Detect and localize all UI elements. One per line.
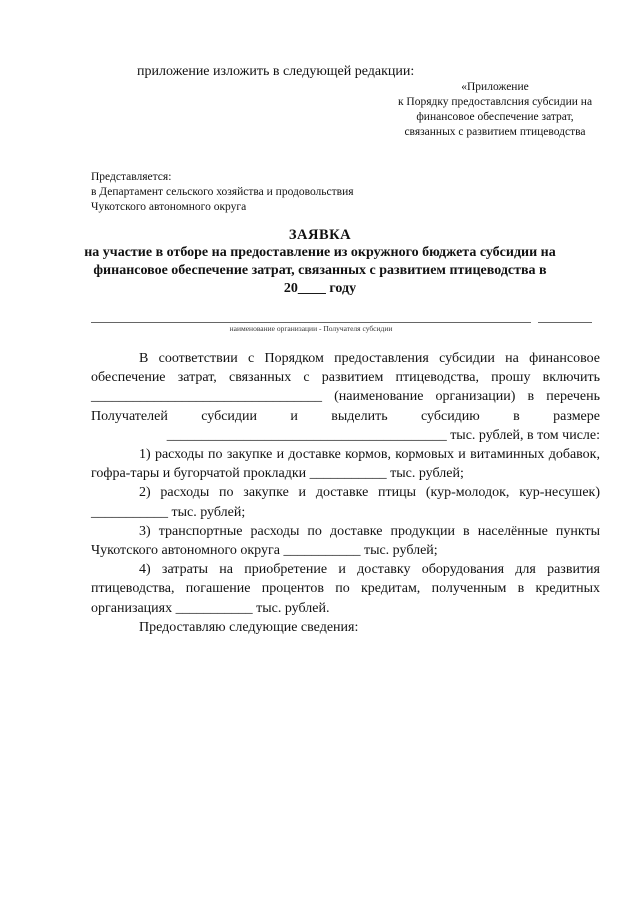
appendix-header bbox=[360, 80, 630, 140]
body-paragraph: ________________________________________ тыс. рублей, в том числе: bbox=[166, 427, 600, 443]
title-year: 20____ году bbox=[283, 281, 357, 296]
submitted-to-line: Представляется: bbox=[91, 171, 172, 183]
body-paragraph: 1) расходы по закупке и доставке кормов, кормовых и витаминных добавок, гофра-тары и бугорчатой прокладки ___________ тыс. рублей; bbox=[91, 447, 600, 482]
title-subtitle: на участие в отборе на предоставление из окружного бюджета субсидии на финансовое обеспечение затрат, связанных с развитием птицеводства в bbox=[84, 245, 556, 278]
appendix-line: «Приложение bbox=[461, 81, 529, 93]
body-paragraph: 3) транспортные расходы по доставке продукции в населённые пункты Чукотского автономного округа ___________ тыс. рублей; bbox=[91, 523, 600, 559]
appendix-line: связанных с развитием птицеводства bbox=[404, 126, 586, 138]
body-paragraph: 2) расходы по закупке и доставке птицы (кур-молодок, кур-несушек) ___________ тыс. рублей; bbox=[91, 485, 600, 520]
appendix-line: к Порядку предоставлсния субсидии на bbox=[397, 96, 593, 108]
org-name-line bbox=[91, 322, 531, 323]
title-heading: ЗАЯВКА bbox=[288, 227, 352, 243]
application-title bbox=[80, 226, 560, 298]
org-name-caption: наименование организации - Получателя субсидии bbox=[229, 324, 393, 333]
submitted-to-line: Чукотского автономного округа bbox=[91, 201, 247, 213]
submitted-to-block bbox=[91, 170, 354, 215]
body-paragraph: 4) затраты на приобретение и доставку оборудования для развития птицеводства, погашение процентов по кредитам, полученным в кредитных организациях ___________ тыс. рублей. bbox=[91, 562, 600, 616]
body-paragraph: Предоставляю следующие сведения: bbox=[139, 619, 359, 635]
submitted-to-line: в Департамент сельского хозяйства и продовольствия bbox=[91, 186, 354, 198]
intro-line: приложение изложить в следующей редакции: bbox=[137, 64, 415, 79]
appendix-line: финансовое обеспечение затрат, bbox=[416, 111, 574, 123]
body-paragraph: В соответствии с Порядком предоставления субсидии на финансовое обеспечение затрат, связанных с развитием птицеводства, прошу включить _________________________________ (наименование организации) в перечень Получателей субсидии и выделить субсидию в размере bbox=[91, 351, 600, 424]
org-name-line-extension bbox=[538, 322, 592, 323]
application-body bbox=[91, 349, 600, 637]
